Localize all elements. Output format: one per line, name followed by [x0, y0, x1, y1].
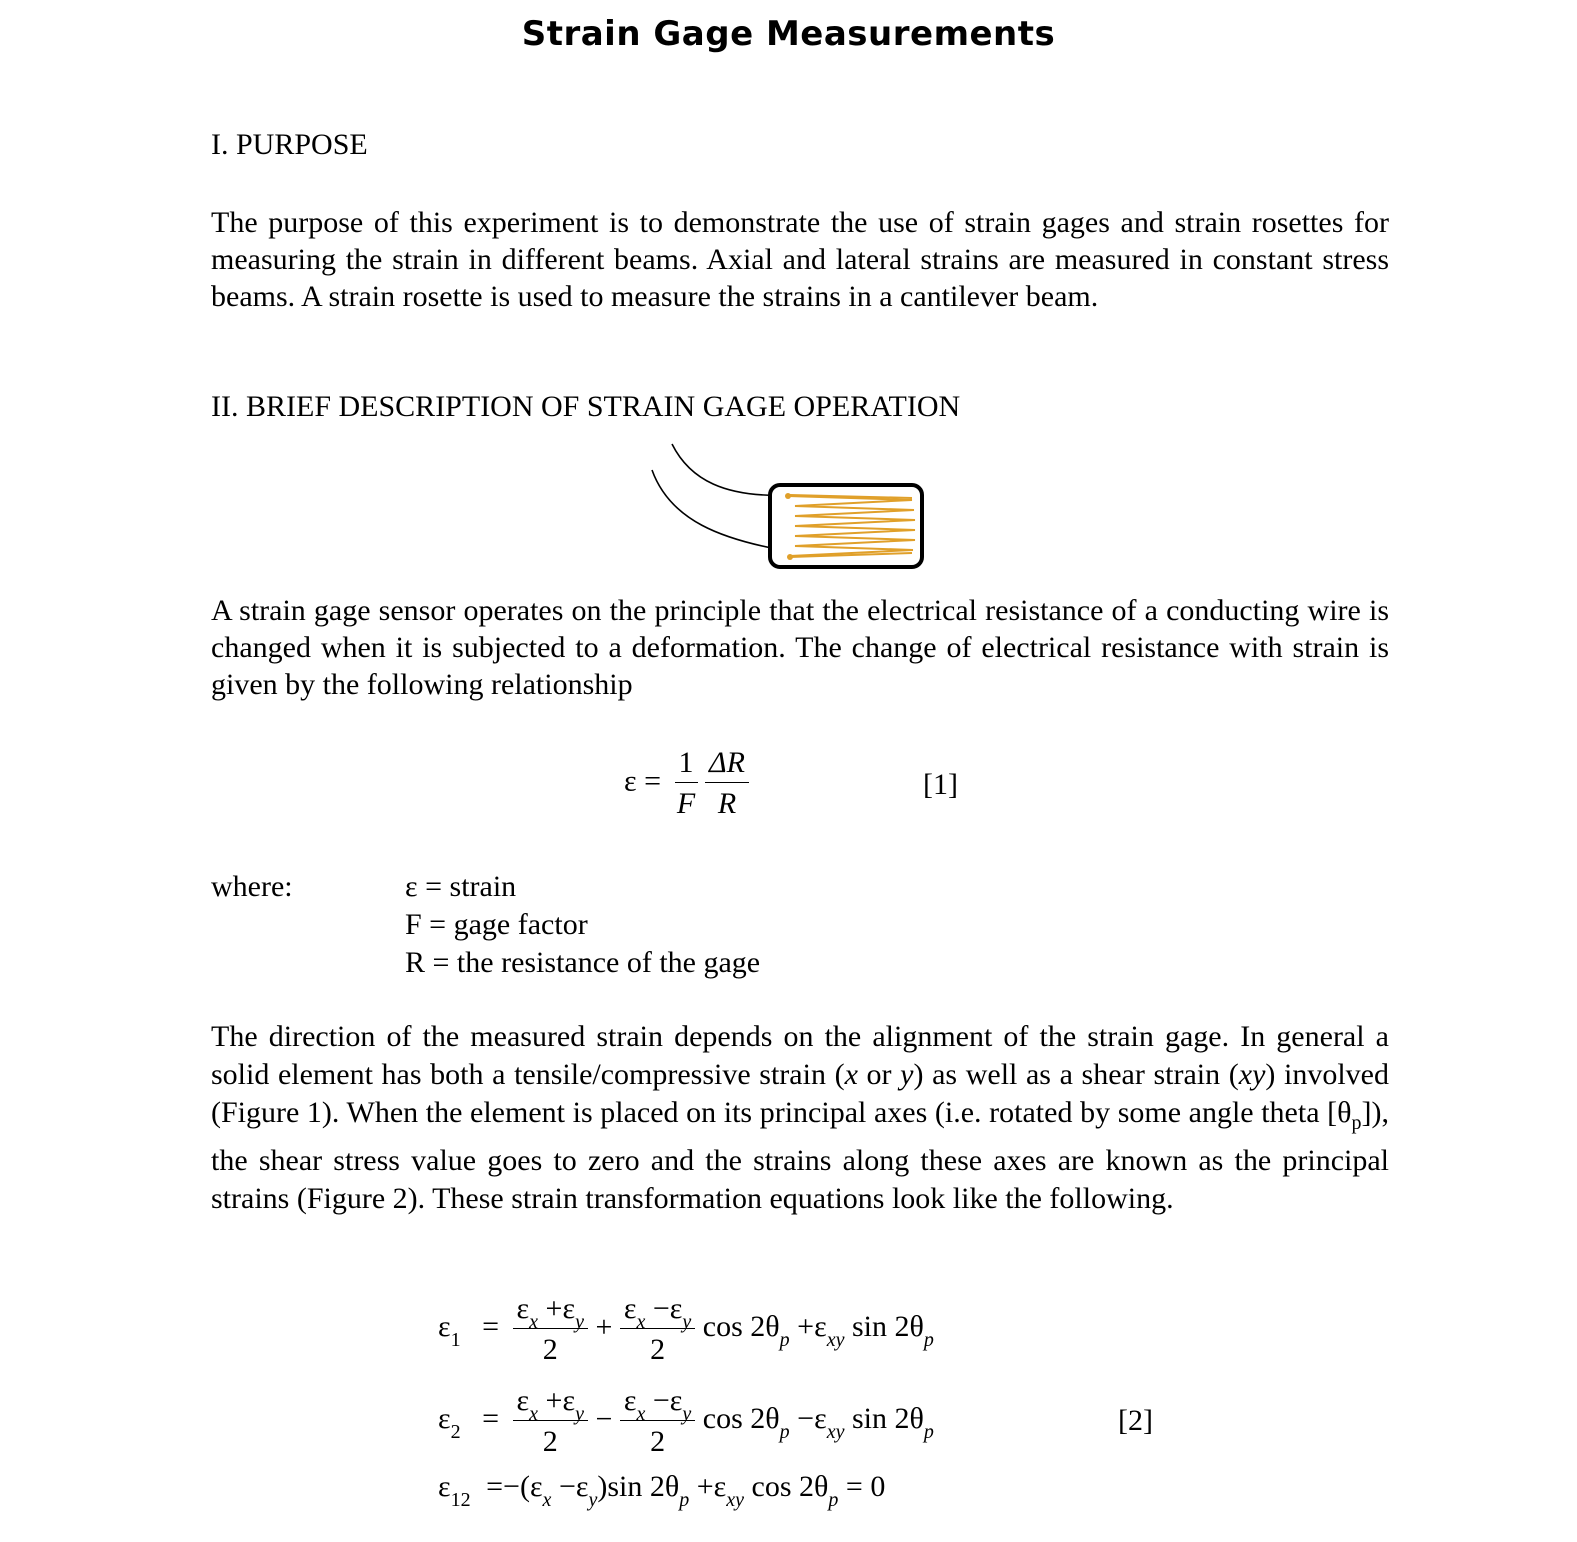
operation-paragraph: [211, 592, 1389, 703]
equation-2-epsilon-2: $\varepsilon_2$ = $\frac{\varepsilon_x +\varepsilon_y}{2}$ − $\frac{\varepsilon_x -\varepsilon_y}{2}$ $\cos 2\theta_p -\varepsilon_{xy}$ $\sin 2\theta_p$: [438, 1384, 934, 1458]
eq1-den2: R: [717, 787, 737, 820]
equation-2-epsilon-12: $\varepsilon_{12} =-(\varepsilon_x -\varepsilon_y)\sin$ $2\theta_p +\varepsilon_{xy}$ $\cos 2\theta_p = 0$: [438, 1470, 886, 1511]
strain-gage-icon: [640, 440, 940, 580]
where-item-strain: ε = strain: [405, 870, 517, 903]
direction-text: [211, 1018, 1389, 1218]
direction-text-c: ) involved (Figure 1). When the element is placed on its principal axes (i.e. rotated by some angle theta [θ: [211, 1058, 1389, 1129]
direction-paragraph: [211, 1018, 1389, 1218]
eq1-num2: ΔR: [705, 746, 749, 783]
where-item-resistance: R = the resistance of the gage: [405, 946, 761, 979]
eq1-den1: F: [676, 787, 696, 820]
equation-2-number: [2]: [1118, 1404, 1153, 1437]
solder-pad-top: [785, 493, 791, 499]
direction-text-p: p: [1351, 1112, 1362, 1134]
equation-1-number: [1]: [923, 768, 958, 801]
operation-text: A strain gage sensor operates on the principle that the electrical resistance of a conducting wire is changed when it is subjected to a deformation. The change of electrical resistance with strain is given by the following relationship: [211, 594, 1389, 701]
equation-1: [624, 746, 749, 821]
direction-text-y: y: [900, 1058, 914, 1091]
eq1-fraction-1: [675, 746, 698, 821]
section-heading-operation: II. BRIEF DESCRIPTION OF STRAIN GAGE OPERATION: [211, 390, 961, 423]
eq1-lhs: ε =: [624, 764, 662, 798]
purpose-paragraph: [211, 204, 1389, 315]
where-item-gage-factor: F = gage factor: [405, 908, 588, 941]
eq1-fraction-2: [705, 746, 749, 821]
direction-text-xy: xy: [1238, 1058, 1266, 1091]
page-title: Strain Gage Measurements: [521, 14, 1056, 54]
equation-2-epsilon-1: $\varepsilon_1$ = $\frac{\varepsilon_x +\varepsilon_y}{2}$ + $\frac{\varepsilon_x -\varepsilon_y}{2}$ $\cos 2\theta_p +\varepsilon_{xy}$ $\sin 2\theta_p$: [438, 1292, 934, 1366]
eq1-num1: 1: [675, 746, 698, 783]
direction-text-d: ]), the shear stress value goes to zero and the strains along these axes are known as the principal strains (Figure 2). These strain transformation equations look like the following.: [211, 1096, 1389, 1215]
direction-text-x: x: [844, 1058, 858, 1091]
where-label: where:: [211, 870, 293, 903]
section-heading-purpose: I. PURPOSE: [211, 128, 368, 161]
direction-text-or: or: [857, 1058, 901, 1091]
solder-pad-bottom: [787, 554, 793, 560]
direction-text-a: The direction of the measured strain depends on the alignment of the strain gage. In general a solid element has both a tensile/compressive strain (: [211, 1020, 1389, 1091]
purpose-text: The purpose of this experiment is to demonstrate the use of strain gages and strain rosettes for measuring the strain in different beams. Axial and lateral strains are measured in constant stress beams. A strain rosette is used to measure the strains in a cantilever beam.: [211, 206, 1389, 313]
direction-text-b: ) as well as a shear strain (: [913, 1058, 1239, 1091]
